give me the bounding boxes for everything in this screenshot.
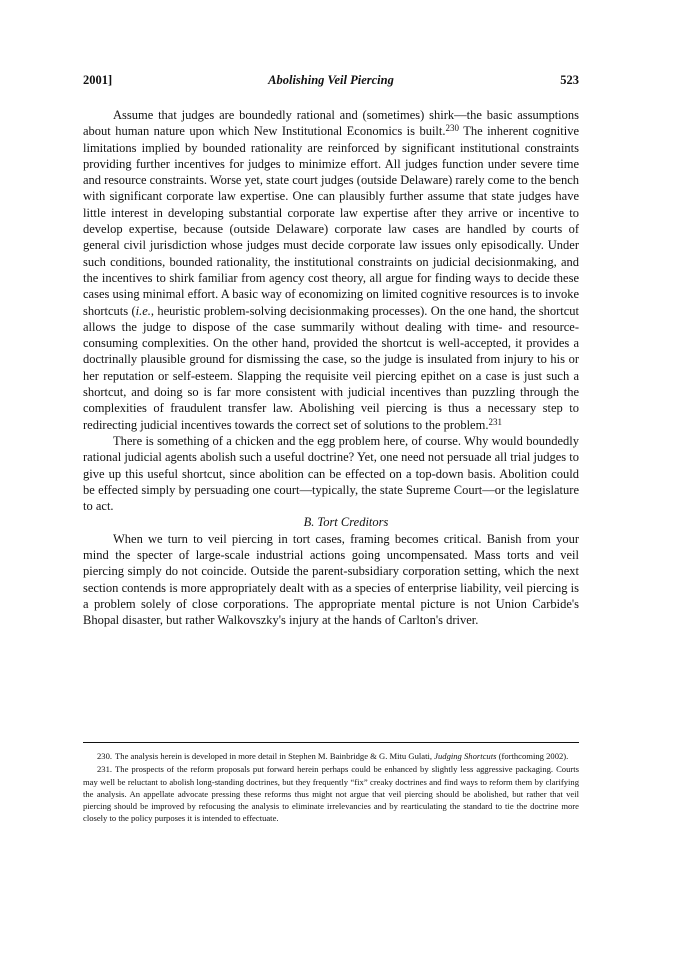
ie-abbreviation: i.e. xyxy=(135,303,151,318)
page-number: 523 xyxy=(560,73,579,87)
footnote-231 xyxy=(83,763,579,824)
main-text xyxy=(83,107,579,629)
section-label: B. xyxy=(303,515,315,530)
volume-year: 2001] xyxy=(83,73,113,87)
footnote-ref-231: 231 xyxy=(488,416,502,427)
footnote-text: The analysis herein is developed in more detail in Stephen M. Bainbridge & G. Mitu Gulati, xyxy=(115,751,435,761)
paragraph-1-text-a: Assume that judges are boundedly rational and (sometimes) shirk—the basic assumptions about human nature upon which New Institutional Economics is built. xyxy=(83,108,579,139)
footnotes xyxy=(83,750,579,825)
footnote-divider xyxy=(83,742,579,743)
footnote-ref-230: 230 xyxy=(445,123,459,134)
section-title: Tort Creditors xyxy=(317,515,389,530)
running-header xyxy=(83,73,579,91)
running-title: Abolishing Veil Piercing xyxy=(268,73,394,87)
footnote-230 xyxy=(83,750,579,762)
paragraph-1 xyxy=(83,107,579,433)
footnote-text: The prospects of the reform proposals put forward herein perhaps could be enhanced by slightly less aggressive packaging. Courts may well be reluctant to abolish long-standing doctrines, but they frequently “fix” creaky doctrines and find ways to reform them by clarifying the analysis. An appellate advocate pressing these reforms thus might not argue that veil piercing should be abolished, but rather that veil piercing should be improved by refocusing the analysis to eliminate irrelevancies and by rearticulating the standard to tie the doctrine more closely to the policy purposes it is intended to effectuate. xyxy=(83,764,579,824)
paragraph-1-text-b: The inherent cognitive limitations implied by bounded rationality are reinforced by significant institutional constraints providing further incentives for judges to minimize effort. All judges function under severe time and resource constraints. Worse yet, state court judges (outside Delaware) rarely come to the bench with significant corporate law expertise. One can plausibly further assume that state judges have little interest in developing substantial corporate law expertise after they arrive or incentive to develop expertise, because (outside Delaware) corporate law cases are handled by courts of general civil jurisdiction whose judges must decide corporate law issues only episodically. Under such conditions, bounded rationality, the institutional constraints on judicial decisionmaking, and the incentives to shirk familiar from agency cost theory, all argue for finding ways to decide these cases using minimal effort. A basic way of economizing on limited cognitive resources is to invoke shortcuts ( xyxy=(83,124,579,318)
footnote-citation-title: Judging Shortcuts xyxy=(434,751,497,761)
footnote-number: 231. xyxy=(97,764,113,775)
section-heading xyxy=(83,514,579,530)
paragraph-2: There is something of a chicken and the egg problem here, of course. Why would boundedly rational judicial agents abolish such a useful doctrine? Yet, one need not persuade all trial judges to give up this useful shortcut, since abolition can be effected on a top-down basis. Abolition could be effected simply by persuading one court—typically, the state Supreme Court—or the legislature to act. xyxy=(83,433,579,514)
paragraph-3: When we turn to veil piercing in tort cases, framing becomes critical. Banish from your mind the specter of large-scale industrial actions going uncompensated. Mass torts and veil piercing simply do not coincide. Outside the parent-subsidiary corporation setting, which the next section contends is more appropriately dealt with as a species of enterprise liability, veil piercing is a problem solely of close corporations. The appropriate mental picture is not Union Carbide's Bhopal disaster, but rather Walkovszky's injury at the hands of Carlton's driver. xyxy=(83,531,579,628)
footnote-number: 230. xyxy=(97,751,113,761)
footnote-text: (forthcoming 2002). xyxy=(496,751,569,761)
paragraph-1-text-c: , heuristic problem-solving decisionmaking processes). On the one hand, the shortcut allows the judge to dispose of the case summarily without dealing with time- and resource-consuming complexities. On the other hand, provided the shortcut is well-accepted, it provides a doctrinally plausible ground for dismissing the case, so the judge is insulated from injury to his or her reputation or self-esteem. Slapping the requisite veil piercing epithet on a case is just such a shortcut, and doing so is far more consistent with judicial incentives than puzzling through the complexities of fraudulent transfer law. Abolishing veil piercing is thus a necessary step to redirecting judicial incentives towards the correct set of solutions to the problem. xyxy=(83,303,579,432)
